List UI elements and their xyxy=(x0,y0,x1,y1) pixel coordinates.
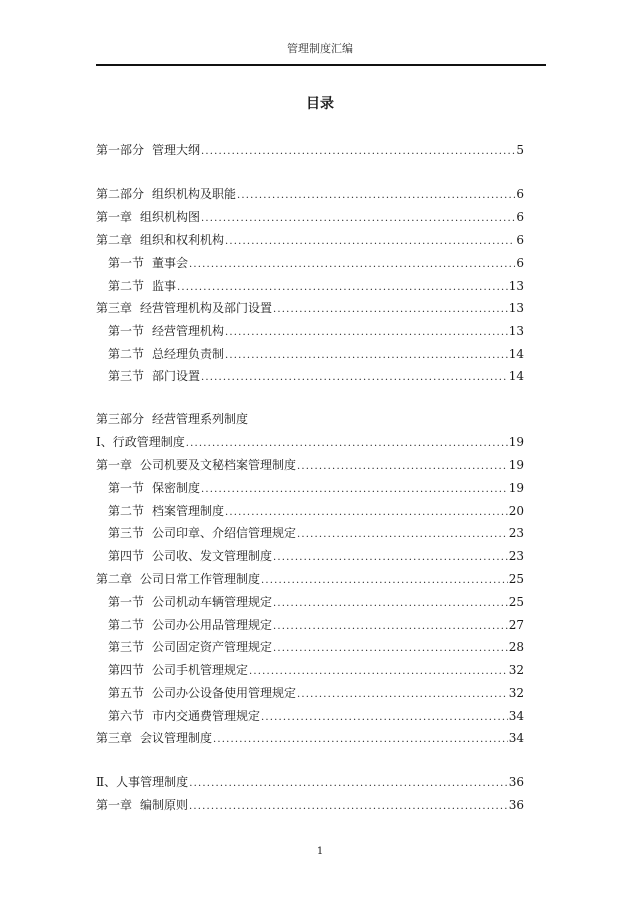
dot-leader xyxy=(201,144,515,160)
toc-entry-page: 36 xyxy=(508,775,524,789)
running-header: 管理制度汇编 xyxy=(287,42,353,55)
toc-entry-page: 14 xyxy=(508,347,524,361)
toc-entry-number: 第五节 xyxy=(108,686,145,700)
toc-entry-number: 第二章 xyxy=(96,233,133,247)
toc-entry-title: 市内交通费管理规定 xyxy=(152,709,261,723)
toc-entry[interactable] xyxy=(96,434,524,450)
dot-leader xyxy=(189,799,508,815)
toc-entry[interactable] xyxy=(96,797,524,813)
toc-entry-title: 档案管理制度 xyxy=(152,504,225,518)
toc-entry-number: 第一章 xyxy=(96,458,133,472)
dot-leader xyxy=(273,302,508,318)
toc-entry-title: 董事会 xyxy=(152,256,189,270)
dot-leader xyxy=(225,348,508,364)
toc-entry-number: 第一节 xyxy=(108,481,145,495)
toc-entry-title: 经营管理系列制度 xyxy=(152,412,249,426)
toc-entry[interactable] xyxy=(96,525,524,541)
toc-entry-title: 组织机构及职能 xyxy=(152,187,237,201)
toc-entry-page: 28 xyxy=(508,640,524,654)
toc-entry-page: 23 xyxy=(508,549,524,563)
toc-entry-page: 13 xyxy=(508,279,524,293)
page-number: 1 xyxy=(316,846,324,857)
toc-entry-title: 公司办公用品管理规定 xyxy=(152,618,273,632)
toc-entry[interactable] xyxy=(96,503,524,519)
toc-entry[interactable] xyxy=(96,232,524,248)
toc-entry-title: 公司日常工作管理制度 xyxy=(140,572,261,586)
toc-entry-page: 25 xyxy=(508,595,524,609)
toc-entry-page: 6 xyxy=(516,233,524,247)
toc-entry[interactable] xyxy=(96,639,524,655)
toc-entry[interactable] xyxy=(96,255,524,271)
toc-entry[interactable] xyxy=(96,323,524,339)
toc-entry-number: 第一节 xyxy=(108,595,145,609)
dot-leader xyxy=(186,436,508,452)
toc-entry-title: 经营管理机构 xyxy=(152,324,225,338)
toc-entry-page: 6 xyxy=(516,210,524,224)
toc-entry-title: 保密制度 xyxy=(152,481,201,495)
toc-entry-number: 第二节 xyxy=(108,618,145,632)
toc-entry-page: 13 xyxy=(508,301,524,315)
toc-entry-number: 第一节 xyxy=(108,324,145,338)
toc-entry-page: 23 xyxy=(508,526,524,540)
toc-entry-number: 第一部分 xyxy=(96,143,145,157)
toc-entry-page: 19 xyxy=(508,435,524,449)
dot-leader xyxy=(273,619,508,635)
dot-leader xyxy=(225,505,508,521)
toc-entry-page: 19 xyxy=(508,481,524,495)
dot-leader xyxy=(297,527,508,543)
toc-entry-page: 6 xyxy=(516,187,524,201)
dot-leader xyxy=(297,459,508,475)
dot-leader xyxy=(225,325,508,341)
toc-entry-number: 第三节 xyxy=(108,640,145,654)
toc-entry-title: 公司印章、介绍信管理规定 xyxy=(152,526,297,540)
toc-entry-title: 公司收、发文管理制度 xyxy=(152,549,273,563)
toc-entry-title: 总经理负责制 xyxy=(152,347,225,361)
toc-entry-number: 第四节 xyxy=(108,549,145,563)
toc-entry-title: 公司固定资产管理规定 xyxy=(152,640,273,654)
toc-entry-title: 公司机要及文秘档案管理制度 xyxy=(140,458,297,472)
toc-entry-number: 第二节 xyxy=(108,504,145,518)
toc-entry-page: 36 xyxy=(508,798,524,812)
toc-entry-number: 第六节 xyxy=(108,709,145,723)
dot-leader xyxy=(201,482,508,498)
toc-entry-title: 公司办公设备使用管理规定 xyxy=(152,686,297,700)
toc-entry-number: 第三节 xyxy=(108,526,145,540)
toc-entry-title: 部门设置 xyxy=(152,369,201,383)
toc-entry-page: 27 xyxy=(508,618,524,632)
toc-entry-number: Ⅱ、 xyxy=(96,775,117,789)
dot-leader xyxy=(213,732,508,748)
toc-entry-number: 第三节 xyxy=(108,369,145,383)
dot-leader xyxy=(261,573,508,589)
toc-title: 目录 xyxy=(306,96,334,112)
toc-entry-page: 13 xyxy=(508,324,524,338)
toc-entry-title: 管理大纲 xyxy=(152,143,201,157)
toc-entry-page: 6 xyxy=(516,256,524,270)
toc-entry-title: 公司机动车辆管理规定 xyxy=(152,595,273,609)
toc-entry[interactable] xyxy=(96,594,524,610)
toc-entry-number: 第三部分 xyxy=(96,412,145,426)
toc-entry-page: 32 xyxy=(508,663,524,677)
toc-entry-page: 34 xyxy=(508,731,524,745)
toc-entry[interactable] xyxy=(96,548,524,564)
dot-leader xyxy=(225,234,515,250)
dot-leader xyxy=(261,710,508,726)
toc-entry[interactable] xyxy=(96,571,524,587)
toc-entry-title: 组织机构图 xyxy=(140,210,201,224)
toc-entry-page: 20 xyxy=(508,504,524,518)
toc-entry-number: 第三章 xyxy=(96,301,133,315)
toc-entry[interactable] xyxy=(96,278,524,294)
toc-entry[interactable] xyxy=(96,662,524,678)
dot-leader xyxy=(201,370,508,386)
toc-entry-title: 组织和权利机构 xyxy=(140,233,225,247)
toc-entry[interactable] xyxy=(96,300,524,316)
dot-leader xyxy=(201,211,515,227)
dot-leader xyxy=(177,280,508,296)
toc-entry-title: 经营管理机构及部门设置 xyxy=(140,301,273,315)
toc-entry[interactable] xyxy=(96,617,524,633)
dot-leader xyxy=(297,687,508,703)
toc-entry[interactable] xyxy=(96,480,524,496)
toc-entry-number: 第二章 xyxy=(96,572,133,586)
toc-entry[interactable] xyxy=(96,142,524,158)
toc-entry-page: 32 xyxy=(508,686,524,700)
toc-entry-title: 会议管理制度 xyxy=(140,731,213,745)
dot-leader xyxy=(273,641,508,657)
toc-entry[interactable] xyxy=(96,457,524,473)
toc-entry-number: 第一章 xyxy=(96,798,133,812)
toc-entry-page: 19 xyxy=(508,458,524,472)
toc-entry-number: 第一节 xyxy=(108,256,145,270)
dot-leader xyxy=(237,188,515,204)
toc-entry-number: 第三章 xyxy=(96,731,133,745)
toc-entry-page: 34 xyxy=(508,709,524,723)
toc-entry-page: 25 xyxy=(508,572,524,586)
dot-leader xyxy=(273,596,508,612)
toc-entry[interactable] xyxy=(96,346,524,362)
dot-leader xyxy=(189,776,508,792)
toc-entry-number: 第一章 xyxy=(96,210,133,224)
toc-entry[interactable] xyxy=(96,685,524,701)
toc-section-heading[interactable] xyxy=(96,411,524,427)
toc-entry-title: 人事管理制度 xyxy=(116,775,189,789)
dot-leader xyxy=(273,550,508,566)
toc-entry-number: Ⅰ、 xyxy=(96,435,113,449)
dot-leader xyxy=(249,664,508,680)
toc-entry-title: 公司手机管理规定 xyxy=(152,663,249,677)
toc-entry[interactable] xyxy=(96,708,524,724)
toc-entry-page: 14 xyxy=(508,369,524,383)
toc-entry[interactable] xyxy=(96,730,524,746)
toc-entry-title: 编制原则 xyxy=(140,798,189,812)
toc-entry-number: 第四节 xyxy=(108,663,145,677)
toc-entry-number: 第二节 xyxy=(108,347,145,361)
toc-entry-title: 监事 xyxy=(152,279,177,293)
toc-entry[interactable] xyxy=(96,209,524,225)
dot-leader xyxy=(189,257,515,273)
header-rule xyxy=(96,64,546,66)
toc-entry[interactable] xyxy=(96,774,524,790)
toc-entry[interactable] xyxy=(96,186,524,202)
toc-entry-page: 5 xyxy=(516,143,524,157)
toc-entry-number: 第二部分 xyxy=(96,187,145,201)
toc-entry-title: 行政管理制度 xyxy=(112,435,185,449)
toc-entry[interactable] xyxy=(96,368,524,384)
toc-entry-number: 第二节 xyxy=(108,279,145,293)
